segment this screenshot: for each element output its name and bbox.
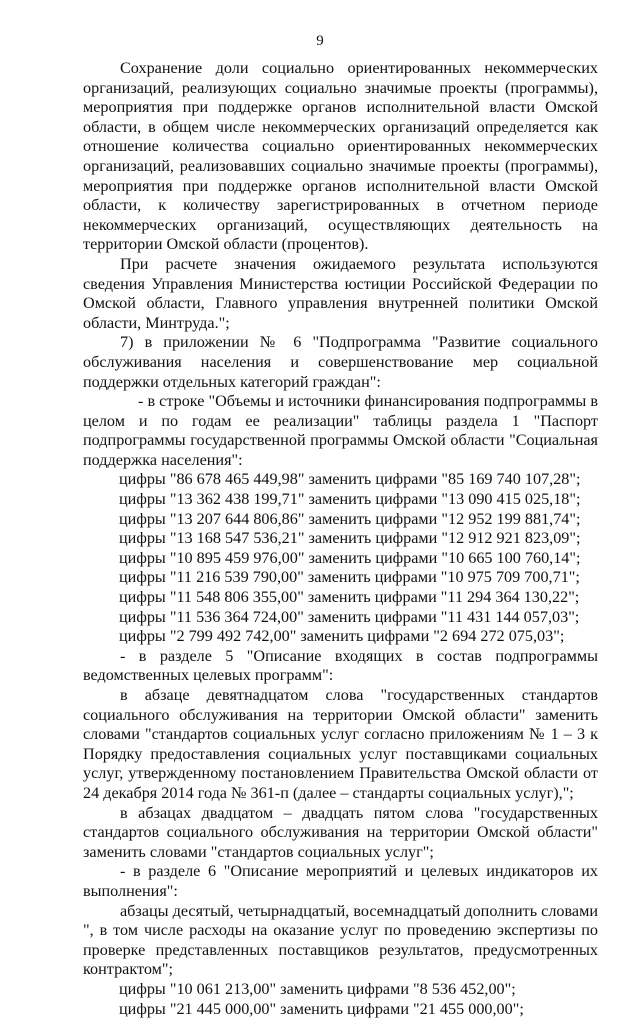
paragraph: - в разделе 6 "Описание мероприятий и целевых индикаторов их выполнения":: [83, 862, 598, 901]
replacement-line: цифры "11 536 364 724,00" заменить цифрами "11 431 144 057,03";: [83, 608, 598, 628]
page-number: 9: [0, 32, 640, 52]
replacement-line: цифры "11 216 539 790,00" заменить цифрами "10 975 709 700,71";: [83, 568, 598, 588]
paragraph: - в разделе 5 "Описание входящих в состав подпрограммы ведомственных целевых программ":: [83, 647, 598, 686]
replacement-line: цифры "86 678 465 449,98" заменить цифрами "85 169 740 107,28";: [83, 470, 598, 490]
replacement-line: цифры "2 799 492 742,00" заменить цифрами "2 694 272 075,03";: [83, 627, 598, 647]
paragraph: При расчете значения ожидаемого результата используются сведения Управления Министерства юстиции Российской Федерации по Омской области, Главного управления внутренней политики Омской области, Минтруда.";: [83, 255, 598, 333]
replacement-line: цифры "21 445 000,00" заменить цифрами "21 455 000,00";: [83, 1000, 598, 1019]
paragraph: абзацы десятый, четырнадцатый, восемнадцатый дополнить словами ", в том числе расходы на оказание услуг по проведению экспертизы по проверке представленных поставщиков результатов, предусмотренных контрактом";: [83, 902, 598, 980]
replacement-line: цифры "11 548 806 355,00" заменить цифрами "11 294 364 130,22";: [83, 588, 598, 608]
replacement-line: цифры "13 207 644 806,86" заменить цифрами "12 952 199 881,74";: [83, 510, 598, 530]
replacement-line: цифры "10 061 213,00" заменить цифрами "8 536 452,00";: [83, 980, 598, 1000]
paragraph: в абзацах двадцатом – двадцать пятом слова "государственных стандартов социального обслуживания на территории Омской области" заменить словами "стандартов социальных услуг";: [83, 804, 598, 863]
document-body: [83, 59, 598, 1019]
replacement-line: цифры "10 895 459 976,00" заменить цифрами "10 665 100 760,14";: [83, 549, 598, 569]
paragraph: 7) в приложении № 6 "Подпрограмма "Развитие социального обслуживания населения и совершенствование мер социальной поддержки отдельных категорий граждан":: [83, 333, 598, 392]
paragraph: - в строке "Объемы и источники финансирования подпрограммы в целом и по годам ее реализации" таблицы раздела 1 "Паспорт подпрограммы государственной программы Омской области "Социальная поддержка населения":: [83, 392, 598, 470]
paragraph: Сохранение доли социально ориентированных некоммерческих организаций, реализующих социально значимые проекты (программы), мероприятия при поддержке органов исполнительной власти Омской области, в общем числе некоммерческих организаций определяется как отношение количества социально ориентированных некоммерческих организаций, реализовавших социально значимые проекты (программы), мероприятия при поддержке органов исполнительной власти Омской области, к количеству зарегистрированных в отчетном периоде некоммерческих организаций, осуществляющих деятельность на территории Омской области (процентов).: [83, 59, 598, 255]
paragraph: в абзаце девятнадцатом слова "государственных стандартов социального обслуживания на территории Омской области" заменить словами "стандартов социальных услуг согласно приложениям № 1 – 3 к Порядку предоставления социальных услуг поставщиками социальных услуг, утвержденному постановлением Правительства Омской области от 24 декабря 2014 года № 361-п (далее – стандарты социальных услуг),";: [83, 686, 598, 804]
replacement-line: цифры "13 362 438 199,71" заменить цифрами "13 090 415 025,18";: [83, 490, 598, 510]
replacement-line: цифры "13 168 547 536,21" заменить цифрами "12 912 921 823,09";: [83, 529, 598, 549]
